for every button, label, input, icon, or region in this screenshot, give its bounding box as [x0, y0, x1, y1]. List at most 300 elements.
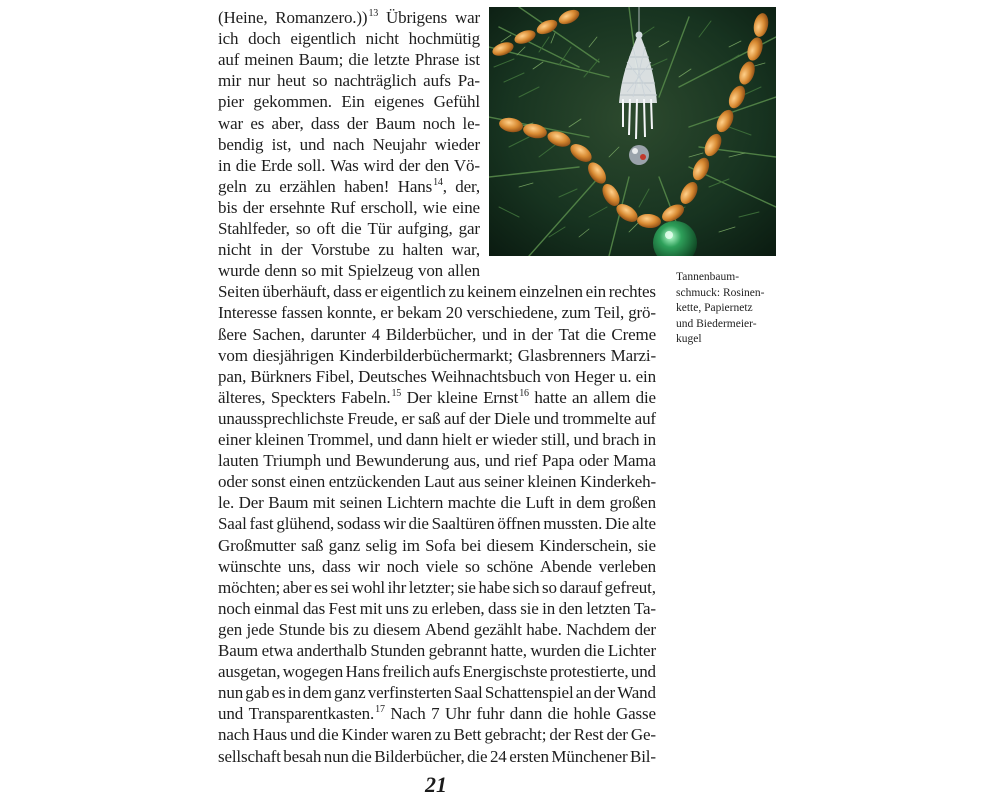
word: wieder: [491, 430, 538, 449]
word: nun: [218, 683, 244, 703]
word: sei: [330, 577, 349, 597]
word: die: [547, 704, 568, 724]
word: bis: [329, 619, 349, 639]
word: großen: [609, 493, 656, 513]
word: Neujahr: [372, 134, 427, 154]
word: dass: [488, 598, 517, 618]
word: Triumph: [263, 451, 322, 471]
word: Bil-: [630, 746, 656, 766]
word: Pa-: [457, 71, 480, 91]
word: Tat: [558, 324, 580, 344]
word: und: [533, 408, 559, 428]
word: der: [346, 113, 369, 133]
word: Baum: [268, 493, 309, 513]
word: dem: [576, 493, 606, 513]
word: Baum;: [298, 50, 344, 70]
text-line: [218, 91, 480, 113]
word: ganz: [328, 535, 361, 555]
word: Diele: [493, 408, 531, 428]
word: wünschte: [218, 556, 282, 576]
word: wieder: [434, 134, 480, 154]
word: rechtes: [608, 282, 656, 302]
word: der: [468, 408, 491, 428]
word: Großmutter: [218, 535, 296, 555]
word: kleinen: [254, 430, 304, 449]
text-line: [218, 513, 656, 535]
word: den: [424, 155, 450, 175]
word: Hans: [345, 662, 380, 682]
word: bekam: [397, 303, 442, 323]
word: an: [572, 387, 588, 407]
word: ein: [585, 282, 606, 302]
text-line: [218, 260, 480, 282]
word: ersten: [509, 746, 549, 766]
word: letzter;: [408, 577, 455, 597]
word: hielt: [442, 430, 472, 449]
word: Kinderschein,: [539, 535, 633, 555]
word: aufs: [432, 662, 461, 682]
word: alte: [632, 514, 656, 534]
word: (Heine,: [218, 8, 268, 27]
word: hatte,: [490, 641, 527, 660]
word: Übrigens: [385, 8, 448, 27]
word: es: [250, 113, 265, 133]
word: seiner: [484, 472, 524, 492]
word: Glasbrenners: [517, 345, 606, 365]
word: wurde: [218, 261, 260, 281]
word: Tür: [367, 219, 392, 238]
word: nach: [332, 134, 365, 154]
word: einmal: [253, 598, 300, 618]
word: Ernst$^{16}$: [483, 387, 529, 407]
word: diesem: [486, 535, 534, 555]
word: aus,: [453, 451, 480, 471]
word: und: [630, 662, 656, 682]
word: und: [481, 324, 508, 344]
word: ßere: [218, 324, 247, 344]
word: Nach: [390, 704, 426, 724]
word: Mama: [613, 451, 656, 471]
word: Freude,: [347, 408, 398, 428]
text-line: [218, 535, 656, 557]
word: besah: [283, 746, 322, 766]
word: dann: [509, 704, 543, 724]
word: pier: [218, 92, 244, 112]
word: Sachen,: [252, 324, 305, 344]
word: 20: [445, 303, 463, 323]
word: seinen: [339, 493, 383, 513]
word: Weihnachtsbuch: [430, 366, 541, 386]
word: Kinderkeh-: [580, 472, 656, 492]
word: Fibel,: [315, 366, 354, 386]
word: protestierte,: [549, 662, 629, 682]
word: Luft: [525, 493, 555, 513]
word: letzten: [586, 598, 631, 618]
word: machte: [447, 493, 496, 513]
word: konnte,: [326, 303, 377, 323]
word: der: [634, 619, 656, 639]
word: Uhr: [444, 704, 471, 724]
word: vom: [218, 345, 248, 365]
word: hochmütig: [408, 29, 480, 49]
word: Phrase: [414, 50, 460, 70]
page-number: 21: [425, 772, 447, 797]
word: etwa: [261, 641, 294, 660]
word: bis: [218, 197, 238, 217]
word: sie: [520, 598, 539, 618]
word: fast: [249, 514, 274, 534]
word: Spielzeug: [347, 261, 414, 281]
word: erscholl,: [360, 197, 418, 217]
biedermeier-ball: [629, 145, 649, 165]
caption-line: und Biedermeier-: [676, 317, 757, 330]
caption-line: schmuck: Rosinen-: [676, 286, 765, 299]
word: zu: [412, 598, 428, 618]
word: eigenes: [374, 92, 425, 112]
word: schöne: [486, 556, 533, 576]
word: er: [475, 430, 489, 449]
word: uns: [385, 598, 409, 618]
word: wie: [422, 197, 447, 217]
text-line: [218, 49, 480, 71]
christmas-tree-photo: [489, 7, 776, 256]
word: auf: [634, 408, 656, 428]
text-line: [218, 661, 656, 683]
word: nicht: [218, 240, 252, 260]
text-line: [218, 450, 656, 472]
word: Rest: [573, 725, 604, 745]
word: die: [635, 387, 656, 407]
word: so: [542, 577, 557, 597]
word: halten: [402, 240, 444, 260]
word: wurden: [530, 641, 581, 660]
text-line: [218, 598, 656, 620]
word: ihr: [387, 577, 407, 597]
word: Gasse: [616, 704, 656, 724]
word: von: [417, 261, 444, 281]
word: so: [301, 261, 317, 281]
word: pan,: [218, 366, 247, 386]
word: nun: [323, 746, 349, 766]
word: Ge-: [630, 725, 656, 745]
word: Romanzero.))$^{13}$: [275, 8, 379, 27]
word: zu: [448, 282, 465, 302]
word: bendig: [218, 134, 264, 154]
word: ist,: [271, 134, 292, 154]
word: oder: [578, 451, 609, 471]
word: kleine: [437, 387, 478, 407]
word: Trommel,: [307, 430, 374, 449]
word: Lichter: [607, 641, 656, 660]
text-line: [218, 619, 656, 641]
word: keinem: [467, 282, 517, 302]
word: ist: [464, 50, 480, 70]
word: uns,: [287, 556, 316, 576]
word: Abende: [539, 556, 592, 576]
word: letzte: [373, 50, 410, 70]
word: sie: [637, 535, 656, 555]
word: hohle: [573, 704, 611, 724]
word: dann: [405, 430, 439, 449]
word: meinen: [244, 50, 294, 70]
word: sich: [512, 577, 540, 597]
word: Bett: [453, 725, 482, 745]
word: in: [259, 240, 273, 260]
word: gab: [245, 683, 270, 703]
word: Die: [605, 514, 630, 534]
word: noch: [422, 113, 456, 133]
word: an: [575, 683, 592, 703]
word: im: [402, 535, 420, 555]
text-line: [218, 218, 480, 240]
word: der,: [455, 176, 480, 196]
word: lauten: [218, 451, 259, 471]
word: denn: [264, 261, 297, 281]
word: Stunden: [370, 641, 426, 660]
word: Nachdem: [566, 619, 631, 639]
word: Gefühl: [433, 92, 480, 112]
word: die: [408, 514, 429, 534]
text-line: [218, 640, 656, 662]
word: 7: [431, 704, 440, 724]
word: sodass: [337, 514, 381, 534]
word: älteres,: [218, 387, 266, 407]
word: einzelnen: [519, 282, 583, 302]
word: Münchener: [551, 746, 628, 766]
word: der: [281, 240, 303, 260]
word: Creme: [611, 324, 656, 344]
text-line: [218, 176, 480, 198]
text-line: [218, 113, 480, 135]
word: gen: [218, 619, 243, 639]
text-line: [218, 724, 656, 746]
word: diesem: [373, 619, 421, 639]
word: die: [235, 155, 257, 175]
word: Saal: [453, 683, 483, 703]
word: oder: [218, 472, 248, 492]
text-line: [218, 703, 656, 725]
text-line: [218, 556, 656, 578]
word: gefreut,: [604, 577, 656, 597]
text-line: [218, 281, 656, 303]
word: eigentlich: [290, 29, 356, 49]
word: Der: [238, 493, 264, 513]
word: ausgetan,: [218, 662, 281, 682]
word: gebrannt: [428, 641, 487, 660]
word: ein: [635, 366, 656, 386]
word: den: [558, 598, 583, 618]
word: dem: [302, 683, 332, 703]
word: unaussprechlichste: [218, 408, 344, 428]
word: wohl: [351, 577, 385, 597]
word: aber: [282, 577, 312, 597]
word: in: [542, 598, 556, 618]
word: Abend: [424, 619, 470, 639]
word: ich: [218, 29, 239, 49]
word: die: [318, 725, 339, 745]
text-line: [218, 28, 480, 50]
word: die: [500, 493, 521, 513]
text-line: [218, 197, 480, 219]
word: wird: [363, 155, 395, 175]
word: der: [549, 725, 571, 745]
word: gekommen.: [253, 92, 332, 112]
word: Stahlfeder,: [218, 219, 290, 238]
word: darunter: [310, 324, 366, 344]
word: ganz: [333, 683, 366, 703]
word: die: [351, 746, 372, 766]
word: allem: [593, 387, 631, 407]
word: und: [299, 134, 325, 154]
word: war,: [451, 240, 480, 260]
word: Der: [406, 387, 432, 407]
word: Haus: [252, 725, 287, 745]
word: die: [348, 50, 369, 70]
word: viele: [425, 556, 459, 576]
word: dass: [333, 282, 362, 302]
word: Bilderbücher,: [374, 746, 465, 766]
word: überhäuft,: [262, 282, 331, 302]
word: auf: [444, 408, 466, 428]
word: fassen: [281, 303, 323, 323]
word: trommelte: [562, 408, 631, 428]
word: sellschaft: [218, 746, 281, 766]
word: diesjährigen: [252, 345, 335, 365]
word: Papa: [541, 451, 575, 471]
word: verschiedene,: [466, 303, 558, 323]
word: gar: [458, 219, 480, 238]
word: eine: [452, 197, 480, 217]
word: aus: [458, 472, 481, 492]
word: Kinder: [341, 725, 388, 745]
text-line: [218, 492, 656, 514]
word: in: [643, 430, 656, 449]
word: es: [314, 577, 328, 597]
word: zu: [255, 176, 271, 196]
text-line: [218, 408, 656, 430]
word: zu: [434, 725, 451, 745]
word: Lichtern: [386, 493, 444, 513]
word: eigentlich: [380, 282, 446, 302]
word: Laut: [424, 472, 455, 492]
word: der: [398, 155, 421, 175]
word: dass: [321, 556, 351, 576]
text-line: [218, 471, 656, 493]
word: oft: [316, 219, 336, 238]
word: Bilderbücher,: [385, 324, 477, 344]
word: noch: [386, 556, 420, 576]
word: aufs: [423, 71, 451, 91]
word: Speckters: [270, 387, 336, 407]
word: freilich: [382, 662, 431, 682]
word: mussten.: [543, 514, 603, 534]
word: war: [218, 113, 244, 133]
text-line: [218, 302, 656, 324]
word: 24: [489, 746, 507, 766]
word: allen: [447, 261, 480, 281]
caption-line: kette, Papiernetz: [676, 302, 753, 314]
word: verfinsterten: [367, 683, 452, 703]
word: u.: [619, 366, 632, 386]
word: nach: [218, 725, 250, 745]
caption-line: kugel: [676, 333, 702, 345]
word: darauf: [559, 577, 602, 597]
word: Erde: [260, 155, 293, 175]
word: le-: [462, 113, 480, 133]
word: einer: [218, 430, 252, 449]
word: saß: [301, 535, 324, 555]
word: wir: [383, 514, 406, 534]
word: das: [302, 598, 326, 618]
word: erzählen: [279, 176, 336, 196]
word: Vorstube: [310, 240, 370, 260]
word: der: [606, 725, 628, 745]
word: in: [512, 324, 526, 344]
word: Hans$^{14}$,: [397, 176, 447, 196]
word: Kinderbilderbüchermarkt;: [338, 345, 513, 365]
word: so: [465, 556, 480, 576]
word: grö-: [628, 303, 656, 323]
word: war: [454, 8, 480, 27]
word: habe: [478, 577, 510, 597]
word: und: [218, 704, 244, 724]
word: und: [484, 451, 510, 471]
word: anderthalb: [296, 641, 367, 660]
word: saß: [418, 408, 441, 428]
word: in: [218, 155, 231, 175]
word: mit: [320, 261, 344, 281]
text-line: [218, 70, 480, 92]
text-line: [218, 366, 656, 388]
word: kleinen: [527, 472, 577, 492]
word: Fabeln.$^{15}$: [340, 387, 402, 407]
word: sonst: [251, 472, 286, 492]
word: nicht: [365, 29, 399, 49]
word: Was: [330, 155, 359, 175]
word: und: [290, 725, 316, 745]
word: Deutsches: [358, 366, 427, 386]
word: geln: [218, 176, 247, 196]
word: so: [295, 219, 311, 238]
word: haben!: [343, 176, 390, 196]
word: die: [341, 219, 362, 238]
word: Vö-: [453, 155, 480, 175]
word: selig: [365, 535, 397, 555]
word: und: [325, 451, 351, 471]
word: gebracht;: [484, 725, 547, 745]
word: und: [573, 430, 599, 449]
word: Baum: [375, 113, 416, 133]
word: wir: [357, 556, 380, 576]
word: mir: [218, 71, 242, 91]
word: ersehnte: [269, 197, 325, 217]
word: bei: [461, 535, 482, 555]
word: fuhr: [476, 704, 505, 724]
text-line: [218, 239, 480, 261]
word: von: [544, 366, 570, 386]
text-line: [218, 345, 656, 367]
text-line: [218, 324, 656, 346]
word: noch: [218, 598, 251, 618]
word: die: [585, 324, 606, 344]
word: Teil,: [594, 303, 625, 323]
word: nur: [247, 71, 271, 91]
word: er: [401, 408, 415, 428]
word: still,: [540, 430, 570, 449]
word: erleben,: [431, 598, 485, 618]
word: aber,: [271, 113, 304, 133]
word: rief: [514, 451, 538, 471]
